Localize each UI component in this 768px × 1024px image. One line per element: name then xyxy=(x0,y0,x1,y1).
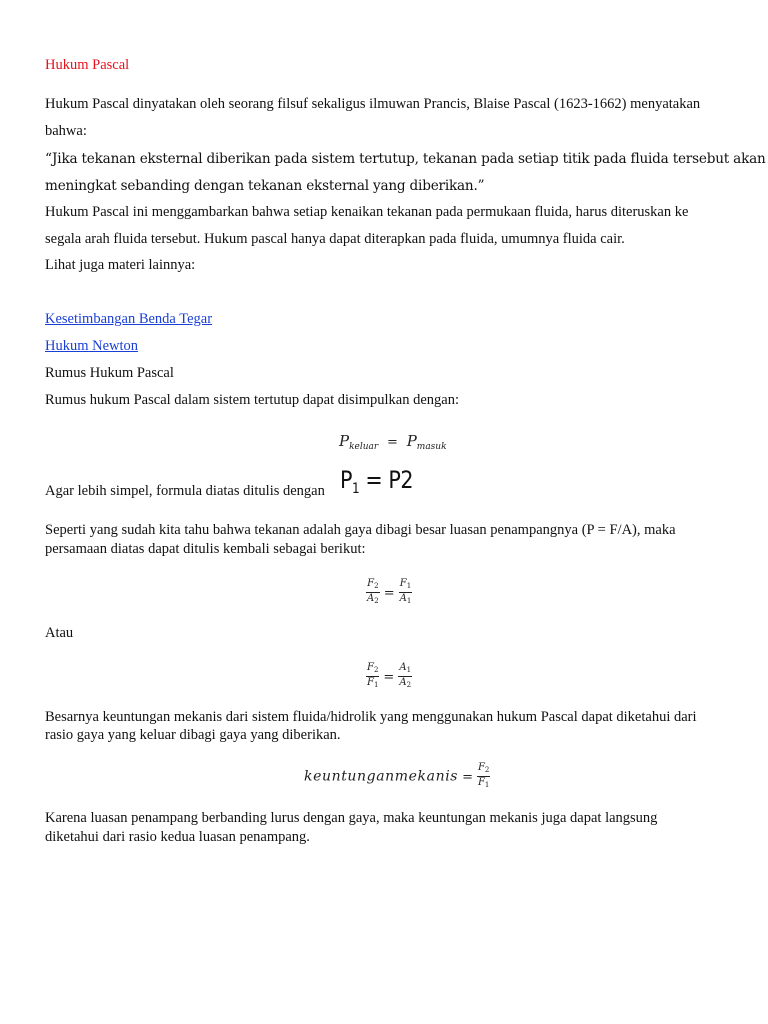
quote-line-2: meningkat sebanding dengan tekanan eksternal yang diberikan.” xyxy=(45,178,485,194)
paragraph-4-line-1: Besarnya keuntungan mekanis dari sistem fluida/hidrolik yang menggunakan hukum Pascal dapat diketahui dari xyxy=(45,709,697,725)
formula3-right-fraction xyxy=(399,578,413,607)
formula2-lhs: P xyxy=(340,466,353,494)
paragraph-2-line-1: Hukum Pascal ini menggambarkan bahwa setiap kenaikan tekanan pada permukaan fluida, harus diteruskan ke xyxy=(45,204,689,220)
formula3-r-num-sub: 1 xyxy=(406,582,412,590)
formula4-l-num-sub: 2 xyxy=(373,666,379,674)
formula1-eq: = xyxy=(387,435,398,450)
quote-line-1: “Jika tekanan eksternal diberikan pada sistem tertutup, tekanan pada setiap titik pada fluida tersebut akan xyxy=(45,151,766,167)
formula4-r-den-sub: 2 xyxy=(406,681,412,689)
formula-mechanical-advantage xyxy=(304,762,490,791)
link-kesetimbangan-benda-tegar[interactable]: Kesetimbangan Benda Tegar xyxy=(45,311,213,327)
formula4-r-den: A xyxy=(399,677,407,688)
formula4-l-den: F xyxy=(367,677,374,688)
atau-label: Atau xyxy=(45,625,74,641)
formula5-den-sub: 1 xyxy=(484,781,490,789)
formula5-lhs: keuntunganmekanis xyxy=(304,768,459,785)
formula3-l-num: F xyxy=(367,578,375,589)
formula2-rhs: P2 xyxy=(388,466,414,494)
formula3-l-den-sub: 2 xyxy=(374,597,379,605)
formula5-num: F xyxy=(477,762,485,773)
paragraph-3-line-1: Seperti yang sudah kita tahu bahwa tekanan adalah gaya dibagi besar luasan penampangnya (P = F/A), maka xyxy=(45,522,676,538)
formula1-rhs: P xyxy=(406,432,417,450)
formula-mechanical-ratio xyxy=(366,662,412,691)
formula3-eq: = xyxy=(383,586,395,601)
formula2-lhs-sub: 1 xyxy=(352,481,360,497)
formula1-lhs: P xyxy=(339,432,350,450)
formula4-r-num: A xyxy=(399,662,407,673)
formula5-num-sub: 2 xyxy=(484,766,490,774)
paragraph-4-line-2: rasio gaya yang keluar dibagi gaya yang diberikan. xyxy=(45,727,341,743)
formula1-lhs-sub: keluar xyxy=(349,442,379,452)
formula5-eq: = xyxy=(462,769,473,785)
formula4-l-num: F xyxy=(367,662,374,673)
paragraph-5-line-1: Karena luasan penampang berbanding lurus dengan gaya, maka keuntungan mekanis juga dapat langsung xyxy=(45,810,658,826)
formula4-eq: = xyxy=(383,670,395,685)
simpler-text: Agar lebih simpel, formula diatas ditulis dengan xyxy=(45,483,325,499)
formula-pressure-equality xyxy=(339,432,447,452)
section-title: Rumus Hukum Pascal xyxy=(45,365,174,381)
paragraph-5-line-2: diketahui dari rasio kedua luasan penampang. xyxy=(45,829,310,845)
formula3-r-den: A xyxy=(399,593,407,604)
formula-force-area-ratio xyxy=(366,578,412,607)
rumus-intro: Rumus hukum Pascal dalam sistem tertutup dapat disimpulkan dengan: xyxy=(45,392,459,408)
formula5-fraction xyxy=(477,762,490,791)
formula1-rhs-sub: masuk xyxy=(416,442,447,452)
formula5-den: F xyxy=(477,777,485,788)
paragraph-2-line-2: segala arah fluida tersebut. Hukum pascal hanya dapat diterapkan pada fluida, umumnya fluida cair. xyxy=(45,231,625,247)
formula3-r-num: F xyxy=(399,578,407,589)
page-title: Hukum Pascal xyxy=(45,57,130,73)
intro-line-2: bahwa: xyxy=(45,123,87,139)
formula4-l-den-sub: 1 xyxy=(373,681,379,689)
formula2-eq: = xyxy=(359,466,389,494)
paragraph-3-line-2: persamaan diatas dapat ditulis kembali sebagai berikut: xyxy=(45,541,366,557)
link-hukum-newton[interactable]: Hukum Newton xyxy=(45,338,139,354)
formula-p1-equals-p2 xyxy=(340,467,413,502)
formula3-l-den: A xyxy=(367,593,375,604)
formula3-left-fraction xyxy=(366,578,380,607)
formula4-right-fraction xyxy=(398,662,412,691)
formula4-r-num-sub: 1 xyxy=(406,666,412,674)
formula3-r-den-sub: 1 xyxy=(406,597,412,605)
formula4-left-fraction xyxy=(366,662,379,691)
see-also-label: Lihat juga materi lainnya: xyxy=(45,257,196,273)
formula3-l-num-sub: 2 xyxy=(374,582,379,590)
intro-line-1: Hukum Pascal dinyatakan oleh seorang filsuf sekaligus ilmuwan Prancis, Blaise Pascal (1623-1662) menyatakan xyxy=(45,96,701,112)
